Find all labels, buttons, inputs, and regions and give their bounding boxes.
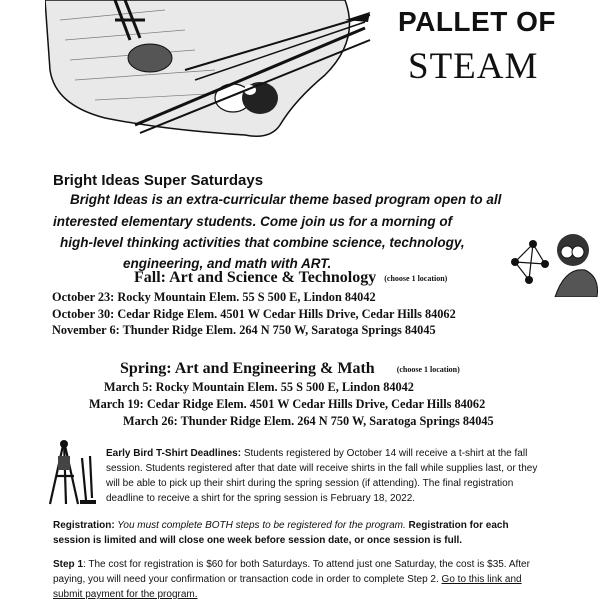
scientist-illustration [505, 222, 600, 297]
registration-line: session is limited and will close one week before session date, or once session is full. [53, 535, 463, 546]
spring-title-text: Spring: Art and Engineering & Math [120, 360, 375, 377]
spring-location-note: (choose 1 location) [396, 364, 460, 374]
intro-line: engineering, and math with ART. [123, 256, 332, 271]
early-bird-text: Students registered by October 14 will receive a t-shirt at the fall [241, 448, 528, 459]
early-bird-label: Early Bird T-Shirt Deadlines: [106, 448, 242, 459]
spring-date: March 19: Cedar Ridge Elem. 4501 W Cedar Hills Drive, Cedar Hills 84062 [89, 397, 486, 411]
fall-date: October 30: Cedar Ridge Elem. 4501 W Cedar Hills Drive, Cedar Hills 84062 [52, 307, 456, 321]
step1-label: Step 1 [53, 559, 84, 570]
fall-title [134, 269, 447, 287]
fall-title-text: Fall: Art and Science & Technology [134, 269, 377, 286]
spring-title [120, 360, 460, 378]
program-heading: Bright Ideas Super Saturdays [53, 172, 264, 189]
step1-line [53, 572, 522, 587]
step1-text: : The cost for registration is $60 for both Saturdays. To attend just one Saturday, the cost is $35. After [83, 559, 530, 570]
registration-limit: Registration for each [405, 520, 509, 531]
intro-line: Bright Ideas is an extra-curricular theme based program open to all [70, 192, 502, 207]
fall-date: October 23: Rocky Mountain Elem. 55 S 500 E, Lindon 84042 [52, 290, 376, 304]
payment-link[interactable]: submit payment for the program. [53, 589, 198, 600]
step1-line [53, 557, 530, 572]
fall-date: November 6: Thunder Ridge Elem. 264 N 750 W, Saratoga Springs 84045 [52, 323, 436, 337]
page-title: PALLET OF [398, 6, 556, 37]
registration-line [53, 518, 509, 533]
page-subtitle: STEAM [408, 46, 539, 87]
spring-date: March 26: Thunder Ridge Elem. 264 N 750 W, Saratoga Springs 84045 [123, 414, 494, 428]
early-bird-line [106, 446, 527, 461]
early-bird-line: will be able to pick up their shirt during the spring session (if attending). The final registration [106, 478, 514, 489]
registration-label: Registration: [53, 520, 115, 531]
palette-illustration [45, 0, 375, 140]
early-bird-line: deadline to receive a shirt for the spring session is February 18, 2022. [106, 493, 416, 504]
intro-line: interested elementary students. Come join us for a morning of [53, 214, 453, 229]
registration-requirement: You must complete BOTH steps to be registered for the program. [114, 520, 406, 531]
intro-line: high-level thinking activities that combine science, technology, [60, 235, 465, 250]
payment-link[interactable]: Go to this link and [441, 574, 522, 585]
spring-date: March 5: Rocky Mountain Elem. 55 S 500 E, Lindon 84042 [104, 380, 414, 394]
step1-text: paying, you will need your confirmation or transaction code in order to complete Step 2. [53, 574, 442, 585]
easel-illustration [44, 438, 104, 508]
early-bird-line: session. Students registered after that date will receive shirts in the fall while supplies last, or they [106, 463, 538, 474]
fall-location-note: (choose 1 location) [384, 273, 448, 283]
